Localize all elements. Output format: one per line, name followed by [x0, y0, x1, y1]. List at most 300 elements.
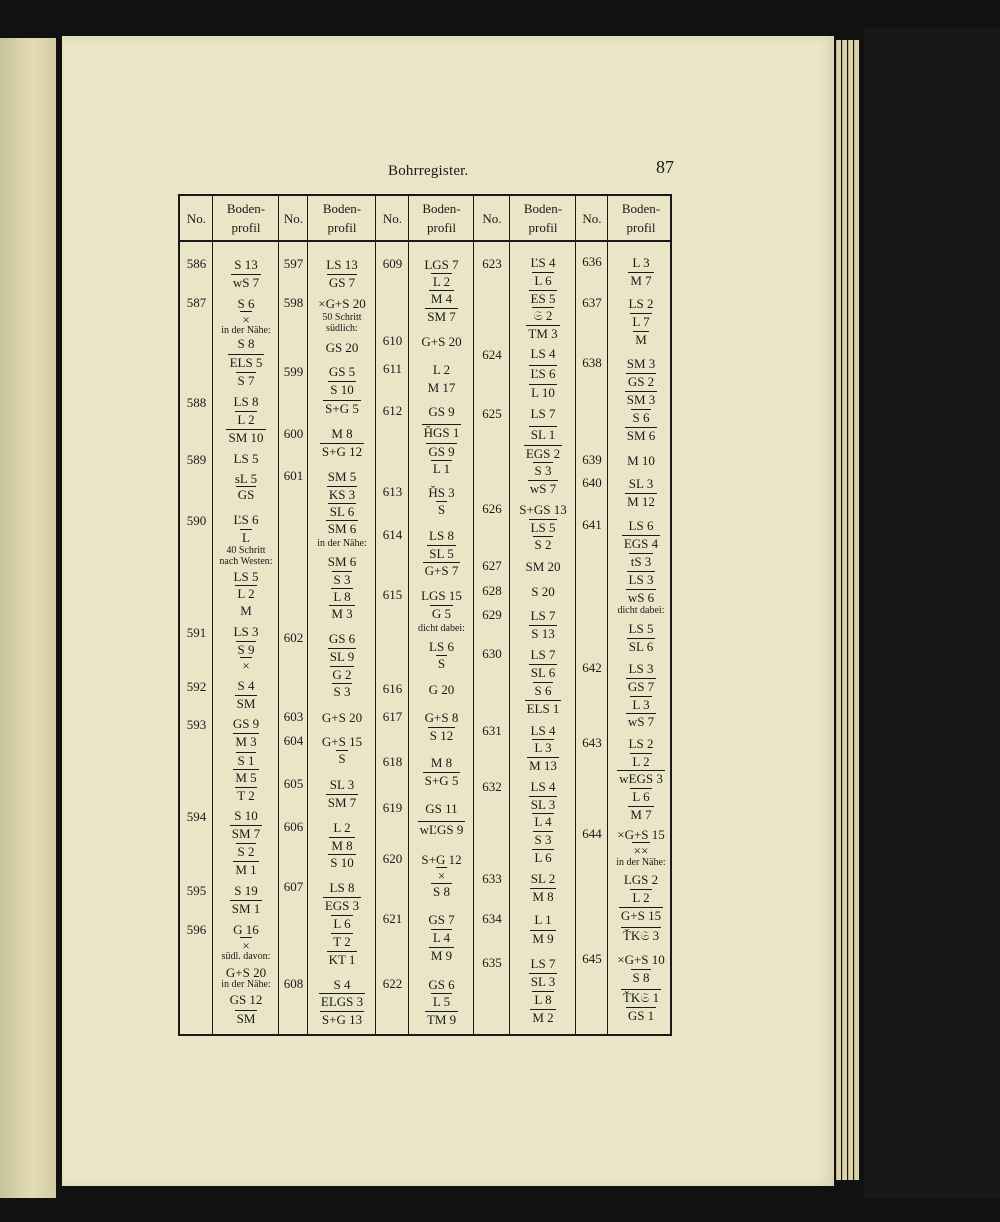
profile-layer: [608, 536, 674, 552]
profile-text: LS 3: [233, 624, 259, 639]
profile-text: M 8: [331, 838, 353, 853]
profile-layer: [510, 346, 576, 362]
profile-text: ×: [437, 868, 446, 883]
profile-layer: [510, 520, 576, 536]
profile-text: S 2: [237, 844, 255, 859]
profile-text: 𝔖 2: [533, 308, 553, 323]
profile-layer: [608, 789, 674, 805]
profile-text: S+G 5: [424, 773, 459, 788]
profile-text: S 7: [237, 373, 255, 388]
bore-number: 606: [283, 819, 304, 834]
header-no: No.: [283, 210, 304, 226]
profile-layer: [308, 934, 376, 950]
profile-layer: [510, 832, 576, 848]
profile-text: LS 3: [628, 572, 654, 587]
profile-text: ×G+S 10: [617, 952, 665, 967]
profile-text: M 13: [529, 758, 557, 773]
profile-text: L 2: [237, 586, 255, 601]
bore-number: 636: [582, 254, 602, 269]
profile-layer: [608, 332, 674, 348]
profile-text: M 7: [630, 273, 652, 288]
profile-layer: [213, 901, 279, 917]
profile-layer: [510, 463, 576, 479]
profile-layer: [409, 502, 474, 518]
profile-layer: [213, 394, 279, 410]
profile-text: M 3: [331, 606, 353, 621]
profile-text: L 2: [333, 820, 351, 835]
profile-text: SM 3: [626, 392, 656, 407]
profile-text: G+S 20: [421, 334, 462, 349]
profile-layer: [308, 710, 376, 726]
profile-layer: [510, 446, 576, 462]
profile-text: S 13: [234, 257, 258, 272]
profile-text: GS 9: [428, 444, 455, 459]
profile-text: L 2: [432, 274, 451, 289]
profile-text: S 2: [534, 537, 552, 552]
profile-layer: [510, 683, 576, 699]
bore-number: 629: [482, 607, 502, 622]
profile-layer: [213, 451, 279, 467]
profile-layer: [308, 444, 376, 460]
profile-text: SL 3: [530, 974, 556, 989]
profile-layer: [510, 850, 576, 866]
profile-layer: [409, 425, 474, 441]
profile-text: S 4: [237, 678, 255, 693]
bore-number: 625: [482, 406, 502, 421]
profile-text: EGS 4: [623, 536, 659, 551]
profile-text: M 4: [430, 291, 453, 306]
profile-layer: [308, 296, 376, 312]
profile-text: S 8: [632, 970, 650, 985]
profile-note: [308, 538, 376, 549]
profile-text: S+G 12: [421, 852, 462, 867]
profile-text: ×G+S 20: [318, 296, 366, 311]
bore-number: 615: [382, 587, 403, 602]
profile-layer: [608, 754, 674, 770]
left-page-edge: [0, 38, 56, 1198]
header-no: No.: [382, 210, 403, 226]
profile-layer: [510, 559, 576, 575]
profile-layer: [213, 624, 279, 640]
profile-text: SL 2: [530, 871, 556, 886]
profile-text: T 2: [333, 934, 351, 949]
profile-layer: [510, 912, 576, 928]
profile-layer: [510, 366, 576, 382]
profile-text: G+S 15: [321, 734, 363, 749]
profile-text: S 8: [433, 884, 450, 899]
profile-layer: [308, 275, 376, 291]
header-no: No.: [582, 210, 602, 226]
profile-text: ELS 1: [526, 701, 560, 716]
profile-text: dicht dabei:: [617, 605, 665, 616]
profile-layer: [409, 291, 474, 307]
profile-layer: [608, 621, 674, 637]
profile-layer: [608, 736, 674, 752]
profile-text: LGS 15: [421, 588, 462, 603]
profile-layer: [308, 977, 376, 993]
profile-layer: [510, 1010, 576, 1026]
header-profile: Boden- profil: [422, 201, 461, 235]
profile-text: TM 3: [528, 326, 558, 341]
profile-text: SM: [236, 1011, 256, 1026]
profile-layer: [510, 797, 576, 813]
bore-number: 617: [382, 709, 403, 724]
profile-layer: [308, 751, 376, 767]
profile-layer: [213, 753, 279, 769]
header-profile: Boden- profil: [523, 201, 563, 235]
profile-text: S 9: [237, 642, 255, 657]
profile-layer: [510, 871, 576, 887]
profile-text: S 3: [534, 463, 552, 478]
bore-number: 644: [582, 826, 602, 841]
profile-layer: [308, 994, 376, 1010]
profile-text: ŤK𝔖 1: [622, 990, 660, 1005]
profile-text: S 3: [333, 684, 351, 699]
profile-text: LS 6: [628, 518, 654, 533]
profile-text: M 5: [235, 770, 257, 785]
profile-text: S 1: [237, 753, 255, 768]
book-cover: [864, 28, 1000, 1198]
profile-text: M 17: [427, 380, 456, 395]
profile-layer: [308, 606, 376, 622]
profile-layer: [409, 948, 474, 964]
profile-text: LS 4: [530, 779, 556, 794]
profile-text: GS 7: [428, 912, 455, 927]
profile-text: ELS 5: [229, 355, 263, 370]
profile-layer: [213, 512, 279, 528]
profile-text: S 6: [632, 410, 650, 425]
bore-number: 610: [382, 333, 403, 348]
profile-layer: [510, 740, 576, 756]
profile-layer: [308, 257, 376, 273]
profile-layer: [409, 588, 474, 604]
profile-layer: [409, 994, 474, 1010]
profile-layer: [308, 898, 376, 914]
profile-layer: [213, 992, 279, 1008]
profile-layer: [213, 530, 279, 546]
profile-layer: [213, 336, 279, 352]
header-profile: Boden- profil: [621, 201, 661, 235]
profile-layer: [510, 326, 576, 342]
profile-text: L 6: [632, 789, 650, 804]
profile-text: L 3: [534, 740, 552, 755]
profile-layer: [213, 569, 279, 585]
profile-text: GS 20: [325, 340, 359, 355]
profile-layer: [510, 584, 576, 600]
profile-text: nach Westen:: [219, 556, 273, 567]
profile-layer: [510, 308, 576, 324]
profile-note: [308, 312, 376, 323]
profile-layer: [608, 374, 674, 390]
profile-layer: [213, 296, 279, 312]
profile-layer: [510, 956, 576, 972]
profile-layer: [608, 714, 674, 730]
header-profile: Boden- profil: [322, 201, 362, 235]
profile-text: ×: [242, 938, 250, 953]
profile-text: GS 7: [328, 275, 356, 290]
bore-number: 600: [283, 426, 304, 441]
bore-number: 594: [186, 809, 207, 824]
profile-text: LS 3: [628, 661, 654, 676]
profile-layer: [510, 723, 576, 739]
bore-number: 643: [582, 735, 602, 750]
profile-text: 40 Schritt: [226, 545, 266, 556]
bore-number: 598: [283, 295, 304, 310]
profile-layer: [308, 589, 376, 605]
profile-layer: [409, 930, 474, 946]
bore-number: 638: [582, 355, 602, 370]
profile-layer: [213, 826, 279, 842]
bore-number: 590: [186, 513, 207, 528]
profile-text: ŤK𝔖 3: [622, 928, 660, 943]
profile-text: LS 7: [530, 608, 556, 623]
profile-layer: [608, 872, 674, 888]
profile-text: LS 8: [233, 394, 259, 409]
profile-layer: [409, 912, 474, 928]
profile-layer: [409, 682, 474, 698]
profile-layer: [608, 296, 674, 312]
profile-text: L 5: [432, 994, 451, 1009]
profile-layer: [608, 476, 674, 492]
profile-layer: [510, 779, 576, 795]
bore-number: 604: [283, 733, 304, 748]
profile-text: L 3: [632, 697, 650, 712]
profile-text: ×: [242, 312, 250, 327]
profile-text: L 3: [632, 255, 650, 270]
profile-layer: [409, 852, 474, 868]
profile-text: ×: [242, 658, 250, 673]
profile-layer: [608, 1008, 674, 1024]
profile-text: S 6: [534, 683, 552, 698]
profile-layer: [510, 502, 576, 518]
bore-number: 607: [283, 879, 304, 894]
profile-text: sL 5: [234, 471, 258, 486]
profile-layer: [213, 678, 279, 694]
profile-text: SM 1: [231, 901, 261, 916]
profile-text: SL 1: [530, 427, 556, 442]
profile-text: ĽS 6: [233, 512, 259, 527]
profile-layer: [409, 404, 474, 420]
profile-layer: [308, 952, 376, 968]
profile-layer: [608, 827, 674, 843]
profile-text: SM 5: [327, 469, 357, 484]
profile-text: ×G+S 15: [617, 827, 665, 842]
profile-text: wEGS 3: [619, 771, 663, 786]
bore-number: 630: [482, 646, 502, 661]
profile-text: SL 9: [329, 649, 355, 664]
profile-layer: [608, 410, 674, 426]
profile-text: M 8: [430, 755, 453, 770]
profile-text: L 2: [432, 362, 451, 377]
profile-note: [213, 951, 279, 962]
bore-number: 645: [582, 951, 602, 966]
profile-note: [213, 545, 279, 556]
profile-text: SM 6: [626, 428, 656, 443]
profile-layer: [608, 428, 674, 444]
profile-text: M 10: [627, 453, 655, 468]
profile-layer: [608, 890, 674, 906]
bore-number: 596: [186, 922, 207, 937]
profile-layer: [409, 639, 474, 655]
profile-text: L 7: [632, 314, 650, 329]
bore-number: 608: [283, 976, 304, 991]
profile-text: S 12: [429, 728, 454, 743]
bore-number: 587: [186, 295, 207, 310]
profile-layer: [608, 990, 674, 1006]
profile-text: G 2: [332, 667, 352, 682]
profile-layer: [213, 770, 279, 786]
profile-layer: [510, 537, 576, 553]
profile-text: ȞS 3: [428, 485, 455, 500]
bore-number: 632: [482, 779, 502, 794]
profile-layer: [409, 274, 474, 290]
profile-layer: [308, 572, 376, 588]
profile-layer: [308, 554, 376, 570]
profile-layer: [308, 1012, 376, 1028]
profile-text: S 8: [237, 336, 255, 351]
profile-text: S+GS 13: [519, 502, 567, 517]
profile-text: in der Nähe:: [221, 979, 271, 990]
profile-text: SM 3: [626, 356, 656, 371]
profile-layer: [510, 647, 576, 663]
profile-text: ××: [633, 843, 649, 858]
profile-text: ES 5: [530, 291, 556, 306]
profile-text: S+G 12: [321, 444, 363, 459]
bore-number: 623: [482, 256, 502, 271]
profile-layer: [409, 257, 474, 273]
bore-number: 618: [382, 754, 403, 769]
profile-text: SL 3: [628, 476, 654, 491]
bore-number: 589: [186, 452, 207, 467]
profile-text: LS 8: [429, 528, 454, 543]
profile-text: GS 9: [428, 404, 455, 419]
profile-text: LS 5: [628, 621, 654, 636]
profile-text: wS 7: [627, 714, 655, 729]
bore-number: 619: [382, 800, 403, 815]
profile-layer: [213, 603, 279, 619]
profile-note: [608, 857, 674, 868]
page-edge: [848, 40, 853, 1180]
profile-layer: [608, 392, 674, 408]
profile-layer: [213, 696, 279, 712]
profile-text: KS 3: [328, 487, 356, 502]
profile-layer: [409, 461, 474, 477]
profile-text: L 6: [333, 916, 351, 931]
profile-text: G 5: [431, 606, 452, 621]
profile-text: M 9: [532, 931, 554, 946]
profile-layer: [308, 364, 376, 380]
profile-text: M 2: [532, 1010, 554, 1025]
profile-text: LS 6: [429, 639, 454, 654]
profile-text: LS 7: [530, 956, 556, 971]
profile-text: LGS 7: [424, 257, 459, 272]
profile-layer: [308, 426, 376, 442]
profile-text: S: [437, 502, 446, 517]
profile-layer: [308, 916, 376, 932]
bore-number: 627: [482, 558, 502, 573]
profile-layer: [409, 528, 474, 544]
profile-text: LS 4: [530, 346, 556, 361]
profile-layer: [308, 469, 376, 485]
profile-layer: [510, 889, 576, 905]
profile-layer: [213, 471, 279, 487]
profile-text: S+G 5: [325, 401, 359, 416]
profile-layer: [510, 273, 576, 289]
bore-number: 641: [582, 517, 602, 532]
profile-text: SL 6: [628, 639, 654, 654]
profile-layer: [510, 385, 576, 401]
bore-number: 628: [482, 583, 502, 598]
profile-layer: [608, 273, 674, 289]
profile-layer: [213, 844, 279, 860]
profile-layer: [213, 642, 279, 658]
profile-layer: [308, 734, 376, 750]
profile-text: GS 2: [627, 374, 655, 389]
profile-text: S 19: [234, 883, 258, 898]
profile-text: LS 4: [530, 723, 556, 738]
bore-number: 633: [482, 871, 502, 886]
bore-number: 613: [382, 484, 403, 499]
bore-number: 642: [582, 660, 602, 675]
profile-layer: [308, 838, 376, 854]
profile-layer: [308, 649, 376, 665]
bore-register-table: [178, 194, 672, 1036]
profile-layer: [308, 855, 376, 871]
header-rule: [180, 240, 670, 242]
profile-layer: [308, 487, 376, 503]
bore-number: 626: [482, 501, 502, 516]
bore-number: 612: [382, 403, 403, 418]
profile-layer: [409, 710, 474, 726]
header-profile: Boden- profil: [226, 201, 266, 235]
profile-text: L 6: [534, 273, 552, 288]
profile-layer: [510, 481, 576, 497]
profile-text: L 2: [632, 754, 650, 769]
profile-text: ĽS 6: [530, 366, 556, 381]
profile-text: L: [242, 530, 250, 545]
bore-number: 616: [382, 681, 403, 696]
profile-layer: [409, 977, 474, 993]
bore-number: 602: [283, 630, 304, 645]
profile-layer: [409, 801, 474, 817]
profile-layer: [608, 771, 674, 787]
profile-text: S 10: [330, 382, 354, 397]
profile-layer: [409, 334, 474, 350]
profile-text: S 10: [330, 855, 354, 870]
bore-number: 588: [186, 395, 207, 410]
profile-text: M: [635, 332, 647, 347]
profile-text: GS: [237, 487, 255, 502]
bore-number: 591: [186, 625, 207, 640]
profile-layer: [608, 679, 674, 695]
profile-text: S 10: [234, 808, 258, 823]
bore-number: 601: [283, 468, 304, 483]
bore-number: 624: [482, 347, 502, 362]
profile-text: L 4: [534, 814, 552, 829]
profile-layer: [409, 380, 474, 396]
profile-text: L 1: [432, 461, 451, 476]
profile-text: ȞGS 1: [423, 425, 460, 440]
profile-layer: [510, 814, 576, 830]
profile-text: LS 8: [329, 880, 355, 895]
bore-number: 605: [283, 776, 304, 791]
profile-text: ĽS 4: [530, 255, 556, 270]
profile-text: in der Nähe:: [317, 538, 367, 549]
profile-text: M 8: [331, 426, 353, 441]
profile-layer: [213, 487, 279, 503]
profile-layer: [608, 661, 674, 677]
profile-text: SL 5: [429, 546, 454, 561]
